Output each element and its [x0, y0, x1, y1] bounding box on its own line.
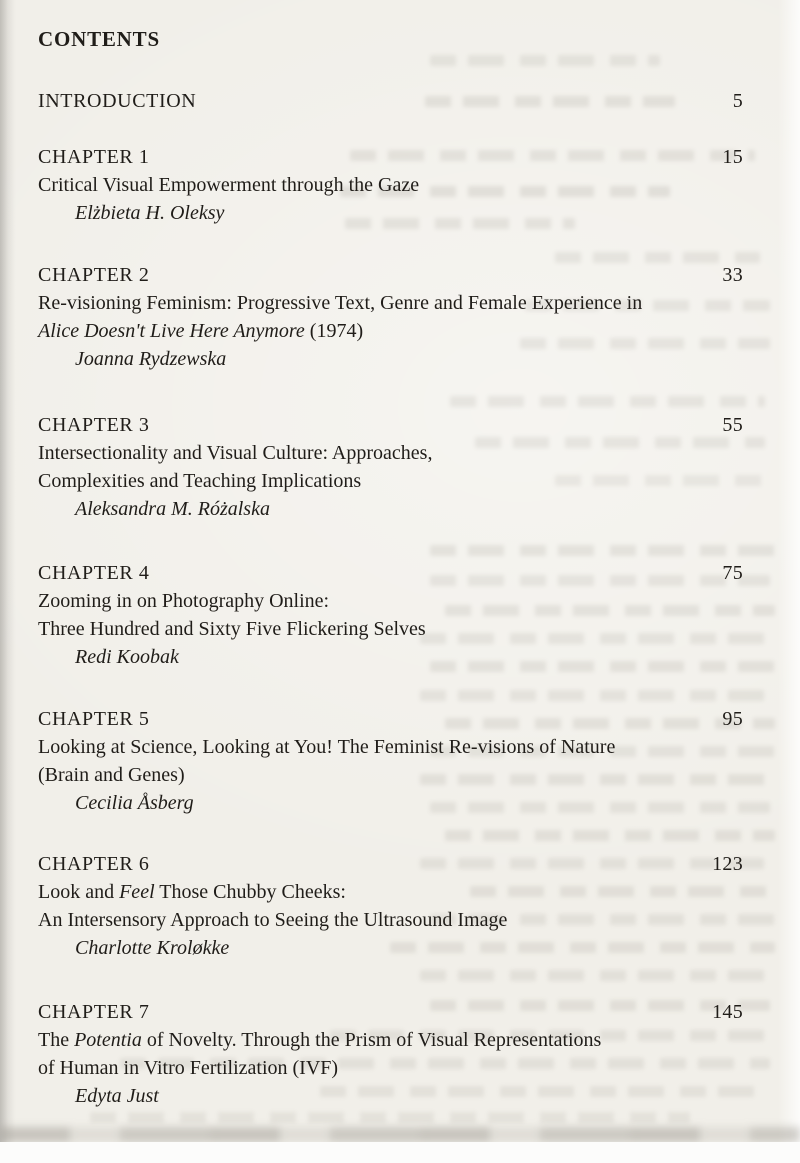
chapter-page-number: 15 — [722, 146, 743, 168]
chapter-title-line: Zooming in on Photography Online: — [38, 590, 330, 612]
toc-chapter-entry — [38, 143, 743, 227]
chapter-title — [38, 289, 743, 345]
toc-introduction-entry — [38, 87, 743, 115]
page-title: CONTENTS — [38, 27, 160, 51]
toc-chapter-entry — [38, 998, 743, 1110]
chapter-heading: CHAPTER 6 — [38, 853, 150, 875]
introduction-label: INTRODUCTION — [38, 90, 197, 112]
chapter-author: Edyta Just — [75, 1085, 159, 1107]
chapter-title — [38, 171, 743, 199]
chapter-title-line: of Human in Vitro Fertilization (IVF) — [38, 1057, 339, 1079]
chapter-author: Aleksandra M. Różalska — [75, 498, 270, 520]
chapter-title — [38, 1026, 743, 1082]
bleed-through-line — [90, 1112, 690, 1123]
chapter-page-number: 33 — [722, 264, 743, 286]
chapter-heading: CHAPTER 3 — [38, 414, 150, 436]
chapter-page-number: 95 — [722, 708, 743, 730]
chapter-title-line: Complexities and Teaching Implications — [38, 470, 362, 492]
chapter-author: Charlotte Kroløkke — [75, 937, 230, 959]
chapter-author: Cecilia Åsberg — [75, 792, 194, 814]
chapter-page-number: 123 — [712, 853, 743, 875]
chapter-title-line: Intersectionality and Visual Culture: Approaches, — [38, 442, 433, 464]
chapter-heading: CHAPTER 2 — [38, 264, 150, 286]
chapter-title — [38, 439, 743, 495]
chapter-title-line: Alice Doesn't Live Here Anymore (1974) — [38, 320, 364, 342]
chapter-title-line: The Potentia of Novelty. Through the Prism of Visual Representations — [38, 1029, 602, 1051]
chapter-heading-row — [38, 559, 743, 587]
chapter-title-line: Look and Feel Those Chubby Cheeks: — [38, 881, 346, 903]
chapter-title-line: Three Hundred and Sixty Five Flickering Selves — [38, 618, 426, 640]
chapter-title — [38, 878, 743, 934]
chapter-heading-row — [38, 261, 743, 289]
chapter-heading-row — [38, 143, 743, 171]
chapter-title-line: Looking at Science, Looking at You! The Feminist Re-visions of Nature — [38, 736, 616, 758]
chapter-heading: CHAPTER 7 — [38, 1001, 150, 1023]
chapter-heading-row — [38, 850, 743, 878]
chapter-heading-row — [38, 705, 743, 733]
chapter-heading-row — [38, 998, 743, 1026]
chapter-title — [38, 733, 743, 789]
chapter-title-line: Re-visioning Feminism: Progressive Text, Genre and Female Experience in — [38, 292, 643, 314]
toc-chapter-entry — [38, 705, 743, 817]
toc-chapter-entry — [38, 850, 743, 962]
chapter-page-number: 145 — [712, 1001, 743, 1023]
chapter-heading: CHAPTER 4 — [38, 562, 150, 584]
scan-edge-bottom — [0, 1127, 800, 1142]
toc-chapter-entry — [38, 559, 743, 671]
chapter-heading-row — [38, 411, 743, 439]
toc-chapter-entry — [38, 411, 743, 523]
chapter-list — [38, 143, 743, 1110]
chapter-title-line: Critical Visual Empowerment through the Gaze — [38, 174, 420, 196]
chapter-author: Redi Koobak — [75, 646, 179, 668]
chapter-title-line: (Brain and Genes) — [38, 764, 185, 786]
chapter-author: Joanna Rydzewska — [75, 348, 227, 370]
scan-margin-bottom — [0, 1142, 800, 1163]
chapter-title — [38, 587, 743, 643]
chapter-heading: CHAPTER 1 — [38, 146, 150, 168]
chapter-page-number: 75 — [722, 562, 743, 584]
chapter-page-number: 55 — [722, 414, 743, 436]
chapter-author: Elżbieta H. Oleksy — [75, 202, 225, 224]
introduction-page-number: 5 — [732, 90, 743, 112]
toc-chapter-entry — [38, 261, 743, 373]
chapter-heading: CHAPTER 5 — [38, 708, 150, 730]
chapter-title-line: An Intersensory Approach to Seeing the Ultrasound Image — [38, 909, 508, 931]
